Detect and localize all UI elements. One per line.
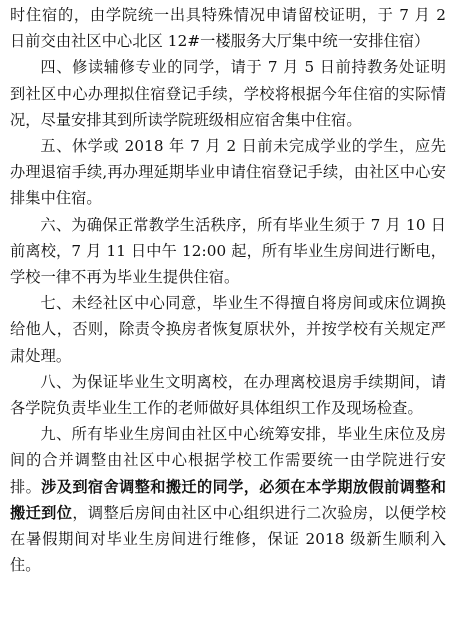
paragraph-text: 六、为确保正常教学生活秩序，所有毕业生须于 7 月 10 日前离校，7 月 11 日中午 12:00 起，所有毕业生房间进行断电，学校一律不再为毕业生提供住宿。	[10, 215, 446, 287]
emphasized-requirement: 涉及到宿舍调整和搬迁的同学，必须在本学期放假前调整和搬迁到位	[10, 477, 446, 522]
paragraph-item-6	[10, 212, 446, 291]
paragraph-text: 九、所有毕业生房间由社区中心统筹安排，毕业生床位及房间的合并调整由社区中心根据学校工作需要统一由学院进行安排。	[10, 425, 446, 496]
paragraph-text: 八、为保证毕业生文明离校，在办理离校退房手续期间，请各学院负责毕业生工作的老师做好具体组织工作及现场检查。	[10, 372, 446, 418]
paragraph-item-9	[10, 421, 446, 578]
paragraph-item-4	[10, 54, 446, 133]
paragraph-item-8	[10, 369, 446, 421]
paragraph-item-5	[10, 133, 446, 212]
paragraph-text: 四、修读辅修专业的同学，请于 7 月 5 日前持教务处证明到社区中心办理拟住宿登记手续，学校将根据今年住宿的实际情况，尽量安排其到所读学院班级相应宿舍集中住宿。	[10, 58, 446, 129]
paragraph-text: 七、未经社区中心同意，毕业生不得擅自将房间或床位调换给他人，否则，除责令换房者恢复原状外，并按学校有关规定严肃处理。	[10, 294, 446, 365]
paragraph-text: 时住宿的，由学院统一出具特殊情况申请留校证明，于 7 月 2 日前交由社区中心北区 12#一楼服务大厅集中统一安排住宿）	[10, 6, 446, 51]
paragraph-text: 五、休学或 2018 年 7 月 2 日前未完成学业的学生，应先办理退宿手续,再办理延期毕业申请住宿登记手续，由社区中心安排集中住宿。	[10, 137, 446, 208]
paragraph-text: ，调整后房间由社区中心组织进行二次验房，以便学校在暑假期间对毕业生房间进行维修，保证 2018 级新生顺利入住。	[10, 503, 446, 575]
notice-document	[10, 2, 446, 578]
paragraph-item-7	[10, 290, 446, 369]
paragraph-continuation	[10, 2, 446, 54]
